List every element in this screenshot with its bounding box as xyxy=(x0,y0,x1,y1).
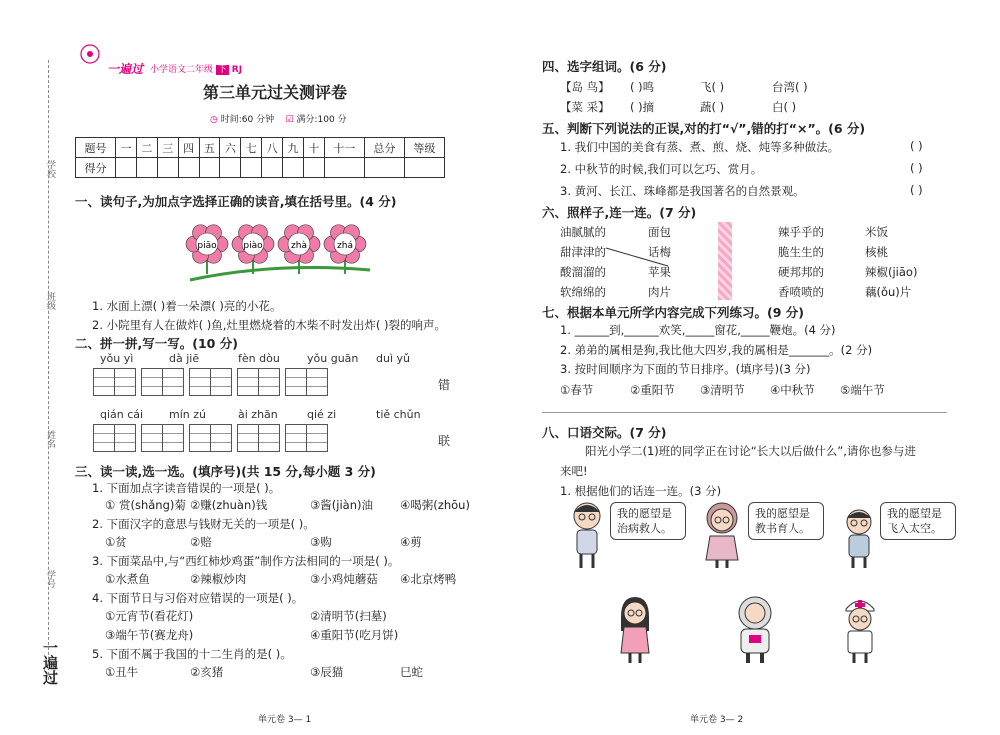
footer-right: 单元卷 3— 2 xyxy=(690,715,744,725)
judgement-item-1: 1. 我们中国的美食有蒸、煮、煎、烧、炖等多种做法。 xyxy=(560,140,840,154)
s8-intro-line2: 来吧! xyxy=(560,464,588,478)
score-input-cell[interactable] xyxy=(136,158,157,178)
match-item[interactable]: 核桃 xyxy=(865,245,888,259)
score-header-cell: 七 xyxy=(241,138,262,158)
match-item[interactable]: 辣乎乎的 xyxy=(778,225,824,239)
writing-cell[interactable] xyxy=(189,368,211,396)
score-input-cell[interactable] xyxy=(324,158,364,178)
flower-1 xyxy=(186,225,228,274)
flower-pinyin: zhá xyxy=(337,241,353,251)
judgement-item-2: 2. 中秋节的时候,我们可以乞巧、赏月。 xyxy=(560,162,763,176)
example-connector-line xyxy=(602,240,672,270)
flower-pinyin: piào xyxy=(243,241,263,251)
writing-cell[interactable] xyxy=(210,368,232,396)
s3-q5: 5. 下面不属于我国的十二生肖的是( )。 xyxy=(92,647,292,661)
writing-cell[interactable] xyxy=(141,424,163,452)
judgement-answer-box[interactable]: ( ) xyxy=(910,161,923,175)
doctor-figure xyxy=(840,595,880,665)
section5-title: 五、判断下列说法的正误,对的打“√”,错的打“×”。(6 分) xyxy=(542,121,866,136)
s7-q3: 3. 按时间顺序为下面的节日排序。(填序号)(3 分) xyxy=(560,362,811,376)
score-header-cell: 十 xyxy=(303,138,324,158)
option-4: ④北京烤鸭 xyxy=(400,572,457,586)
writing-cell[interactable] xyxy=(162,368,184,396)
writing-cell[interactable] xyxy=(285,424,307,452)
writing-grid-row2[interactable] xyxy=(93,424,327,452)
section3-title: 三、读一读,选一选。(填序号)(共 15 分,每小题 3 分) xyxy=(75,464,376,479)
judgement-answer-box[interactable]: ( ) xyxy=(910,139,923,153)
option-4: 巳蛇 xyxy=(400,665,423,679)
writing-cell[interactable] xyxy=(285,368,307,396)
score-header-cell: 一 xyxy=(116,138,137,158)
option-4: ④剪 xyxy=(400,535,422,549)
option-4: ④喝粥(zhōu) xyxy=(400,498,470,512)
section1-title: 一、读句子,为加点字选择正确的读音,填在括号里。(4 分) xyxy=(75,194,397,209)
row2-suffix: 联 xyxy=(438,434,451,448)
word-blank[interactable]: 飞( ) xyxy=(700,80,725,94)
s3-q4: 4. 下面节日与习俗对应错误的一项是( )。 xyxy=(92,591,304,605)
score-input-cell[interactable] xyxy=(157,158,178,178)
girl-teacher-dream-figure xyxy=(700,500,744,570)
series-label: 小学语文二年级 下 RJ xyxy=(150,65,243,75)
option-3: ③购 xyxy=(310,535,332,549)
student-no-label: 学号 xyxy=(45,570,55,588)
match-item[interactable]: 苹果 xyxy=(648,265,671,279)
flower-pinyin: zhà xyxy=(291,241,307,251)
match-item[interactable]: 辣椒(jiāo) xyxy=(865,265,918,279)
score-input-cell[interactable] xyxy=(364,158,404,178)
score-input-cell[interactable] xyxy=(178,158,199,178)
score-input-cell[interactable] xyxy=(404,158,444,178)
pinyin-prompt: fèn dòu xyxy=(238,352,280,365)
name-label: 姓名 xyxy=(45,430,55,448)
festival-option: ②重阳节 xyxy=(630,383,675,397)
pinyin-prompt: duì yǔ xyxy=(376,352,410,365)
check-icon: ☑ xyxy=(285,115,294,125)
astronaut-figure xyxy=(733,595,777,665)
footer-left: 单元卷 3— 1 xyxy=(258,715,312,725)
option-1: ①贫 xyxy=(105,535,127,549)
s8-intro-line1: 阳光小学二(1)班的同学正在讨论“长大以后做什么”,请你也参与进 xyxy=(585,444,916,458)
divider-strip xyxy=(718,222,732,300)
writing-grid-row1[interactable] xyxy=(93,368,327,396)
judgement-answer-box[interactable]: ( ) xyxy=(910,183,923,197)
writing-cell[interactable] xyxy=(93,424,115,452)
word-blank[interactable]: 白( ) xyxy=(772,100,797,114)
score-header-cell: 题号 xyxy=(76,138,116,158)
teacher-figure xyxy=(615,595,655,665)
score-header-cell: 五 xyxy=(199,138,220,158)
pinyin-prompt: yǒu guān xyxy=(307,352,359,365)
option-1: ①水煮鱼 xyxy=(105,572,150,586)
char-choice-pair: 【岛 鸟】 xyxy=(560,80,610,94)
score-header-cell: 四 xyxy=(178,138,199,158)
section-divider xyxy=(542,412,947,413)
flower-illustration xyxy=(185,222,375,284)
festival-option: ⑤端午节 xyxy=(840,383,885,397)
bubble-1: 我的愿望是治病救人。 xyxy=(610,502,686,540)
writing-cell[interactable] xyxy=(258,424,280,452)
option-1: ①丑牛 xyxy=(105,665,139,679)
writing-cell[interactable] xyxy=(237,368,259,396)
score-header-cell: 六 xyxy=(220,138,241,158)
section4-title: 四、选字组词。(6 分) xyxy=(542,59,667,74)
bubble-3: 我的愿望是飞入太空。 xyxy=(880,502,956,540)
char-choice-pair: 【菜 采】 xyxy=(560,100,610,114)
match-item[interactable]: 米饭 xyxy=(865,225,888,239)
boy-astronaut-dream-figure xyxy=(840,508,878,570)
score-input-cell[interactable] xyxy=(220,158,241,178)
school-label: 学校 xyxy=(45,160,55,178)
option-4: ④重阳节(吃月饼) xyxy=(310,628,399,642)
s1-q1: 1. 水面上漂( )着一朵漂( )亮的小花。 xyxy=(92,299,282,313)
match-item[interactable]: 油腻腻的 xyxy=(560,225,606,239)
class-label: 班级 xyxy=(45,292,55,310)
section7-title: 七、根据本单元所学内容完成下列练习。(9 分) xyxy=(542,305,804,320)
score-input-cell[interactable] xyxy=(303,158,324,178)
match-item[interactable]: 肉片 xyxy=(648,285,671,299)
match-item[interactable]: 硬邦邦的 xyxy=(778,265,824,279)
clock-icon: ◷ xyxy=(210,115,218,125)
match-item[interactable]: 甜津津的 xyxy=(560,245,606,259)
word-blank[interactable]: ( )鸣 xyxy=(630,80,655,94)
match-item[interactable]: 脆生生的 xyxy=(778,245,824,259)
s3-q2: 2. 下面汉字的意思与钱财无关的一项是( )。 xyxy=(92,517,315,531)
pinyin-prompt: qié zi xyxy=(307,408,337,421)
score-table xyxy=(75,137,445,178)
page-title: 第三单元过关测评卷 xyxy=(203,83,348,102)
word-blank[interactable]: 蔬( ) xyxy=(700,100,725,114)
score-input-cell[interactable] xyxy=(262,158,283,178)
s1-q2: 2. 小院里有人在做炸( )鱼,灶里燃烧着的木柴不时发出炸( )裂的响声。 xyxy=(92,318,447,332)
writing-cell[interactable] xyxy=(258,368,280,396)
writing-cell[interactable] xyxy=(189,424,211,452)
cut-line xyxy=(48,60,49,680)
option-1: ① 赏(shǎng)菊 xyxy=(105,498,186,512)
festival-option: ①春节 xyxy=(560,383,594,397)
writing-cell[interactable] xyxy=(237,424,259,452)
pinyin-prompt: dà jiē xyxy=(169,352,200,365)
option-3: ③小鸡炖蘑菇 xyxy=(310,572,378,586)
section6-title: 六、照样子,连一连。(7 分) xyxy=(542,205,697,220)
word-blank[interactable]: ( )摘 xyxy=(630,100,655,114)
s3-q3: 3. 下面菜品中,与“西红柿炒鸡蛋”制作方法相同的一项是( )。 xyxy=(92,554,400,568)
match-item[interactable]: 软绵绵的 xyxy=(560,285,606,299)
option-2: ②赚(zhuàn)钱 xyxy=(190,498,268,512)
flower-pinyin: piāo xyxy=(197,241,217,251)
s8-q1: 1. 根据他们的话连一连。(3 分) xyxy=(560,484,722,498)
score-input-cell[interactable] xyxy=(116,158,137,178)
s3-q1: 1. 下面加点字读音错误的一项是( )。 xyxy=(92,481,281,495)
s7-q1: 1. ______到,______欢笑,_____窗花,_____鞭炮。(4 分) xyxy=(560,323,836,337)
option-1: ①元宵节(看花灯) xyxy=(105,609,194,623)
writing-cell[interactable] xyxy=(162,424,184,452)
option-2: ②清明节(扫墓) xyxy=(310,609,387,623)
match-item[interactable]: 面包 xyxy=(648,225,671,239)
score-header-cell: 等级 xyxy=(404,138,444,158)
festival-option: ④中秋节 xyxy=(770,383,815,397)
match-item[interactable]: 藕(ǒu)片 xyxy=(865,285,912,299)
s7-q2: 2. 弟弟的属相是狗,我比他大四岁,我的属相是_______。(2 分) xyxy=(560,343,873,357)
writing-cell[interactable] xyxy=(114,424,136,452)
score-header-cell: 二 xyxy=(136,138,157,158)
writing-cell[interactable] xyxy=(306,368,328,396)
option-3: ③辰猫 xyxy=(310,665,344,679)
row1-suffix: 错 xyxy=(438,378,451,392)
writing-cell[interactable] xyxy=(141,368,163,396)
option-2: ②辣椒炒肉 xyxy=(190,572,247,586)
writing-cell[interactable] xyxy=(114,368,136,396)
score-label-cell: 得分 xyxy=(76,158,116,178)
match-item[interactable]: 香喷喷的 xyxy=(778,285,824,299)
judgement-item-3: 3. 黄河、长江、珠峰都是我国著名的自然景观。 xyxy=(560,184,805,198)
score-header-cell: 八 xyxy=(262,138,283,158)
bubble-2: 我的愿望是教书育人。 xyxy=(748,502,824,540)
option-2: ②赔 xyxy=(190,535,212,549)
writing-cell[interactable] xyxy=(210,424,232,452)
section8-title: 八、口语交际。(7 分) xyxy=(542,425,667,440)
binding-margin xyxy=(0,0,59,735)
score-header-cell: 十一 xyxy=(324,138,364,158)
pinyin-prompt: ài zhān xyxy=(238,408,278,421)
section2-title: 二、拼一拼,写一写。(10 分) xyxy=(75,336,238,351)
option-3: ③端午节(赛龙舟) xyxy=(105,628,194,642)
brand-vertical: 一遍过 xyxy=(41,640,59,685)
flower-2 xyxy=(232,225,274,274)
exam-meta: ◷ 时间:60 分钟 ☑ 满分:100 分 xyxy=(210,115,347,125)
boy-doctor-dream-figure xyxy=(567,500,607,570)
pinyin-prompt: yǒu yì xyxy=(100,352,134,365)
score-input-cell[interactable] xyxy=(199,158,220,178)
pinyin-prompt: tiě chǔn xyxy=(376,408,421,421)
match-item[interactable]: 酸溜溜的 xyxy=(560,265,606,279)
score-header-cell: 九 xyxy=(283,138,304,158)
score-header-cell: 三 xyxy=(157,138,178,158)
writing-cell[interactable] xyxy=(306,424,328,452)
pinyin-prompt: qián cái xyxy=(100,408,144,421)
word-blank[interactable]: 台湾( ) xyxy=(772,80,808,94)
brand-name: 一遍过 xyxy=(107,62,144,76)
score-header-cell: 总分 xyxy=(364,138,404,158)
festival-option: ③清明节 xyxy=(700,383,745,397)
match-item[interactable]: 话梅 xyxy=(648,245,671,259)
score-input-cell[interactable] xyxy=(241,158,262,178)
pinyin-prompt: mín zú xyxy=(169,408,206,421)
score-input-cell[interactable] xyxy=(283,158,304,178)
writing-cell[interactable] xyxy=(93,368,115,396)
option-3: ③酱(jiàn)油 xyxy=(310,498,374,512)
option-2: ②亥猪 xyxy=(190,665,224,679)
